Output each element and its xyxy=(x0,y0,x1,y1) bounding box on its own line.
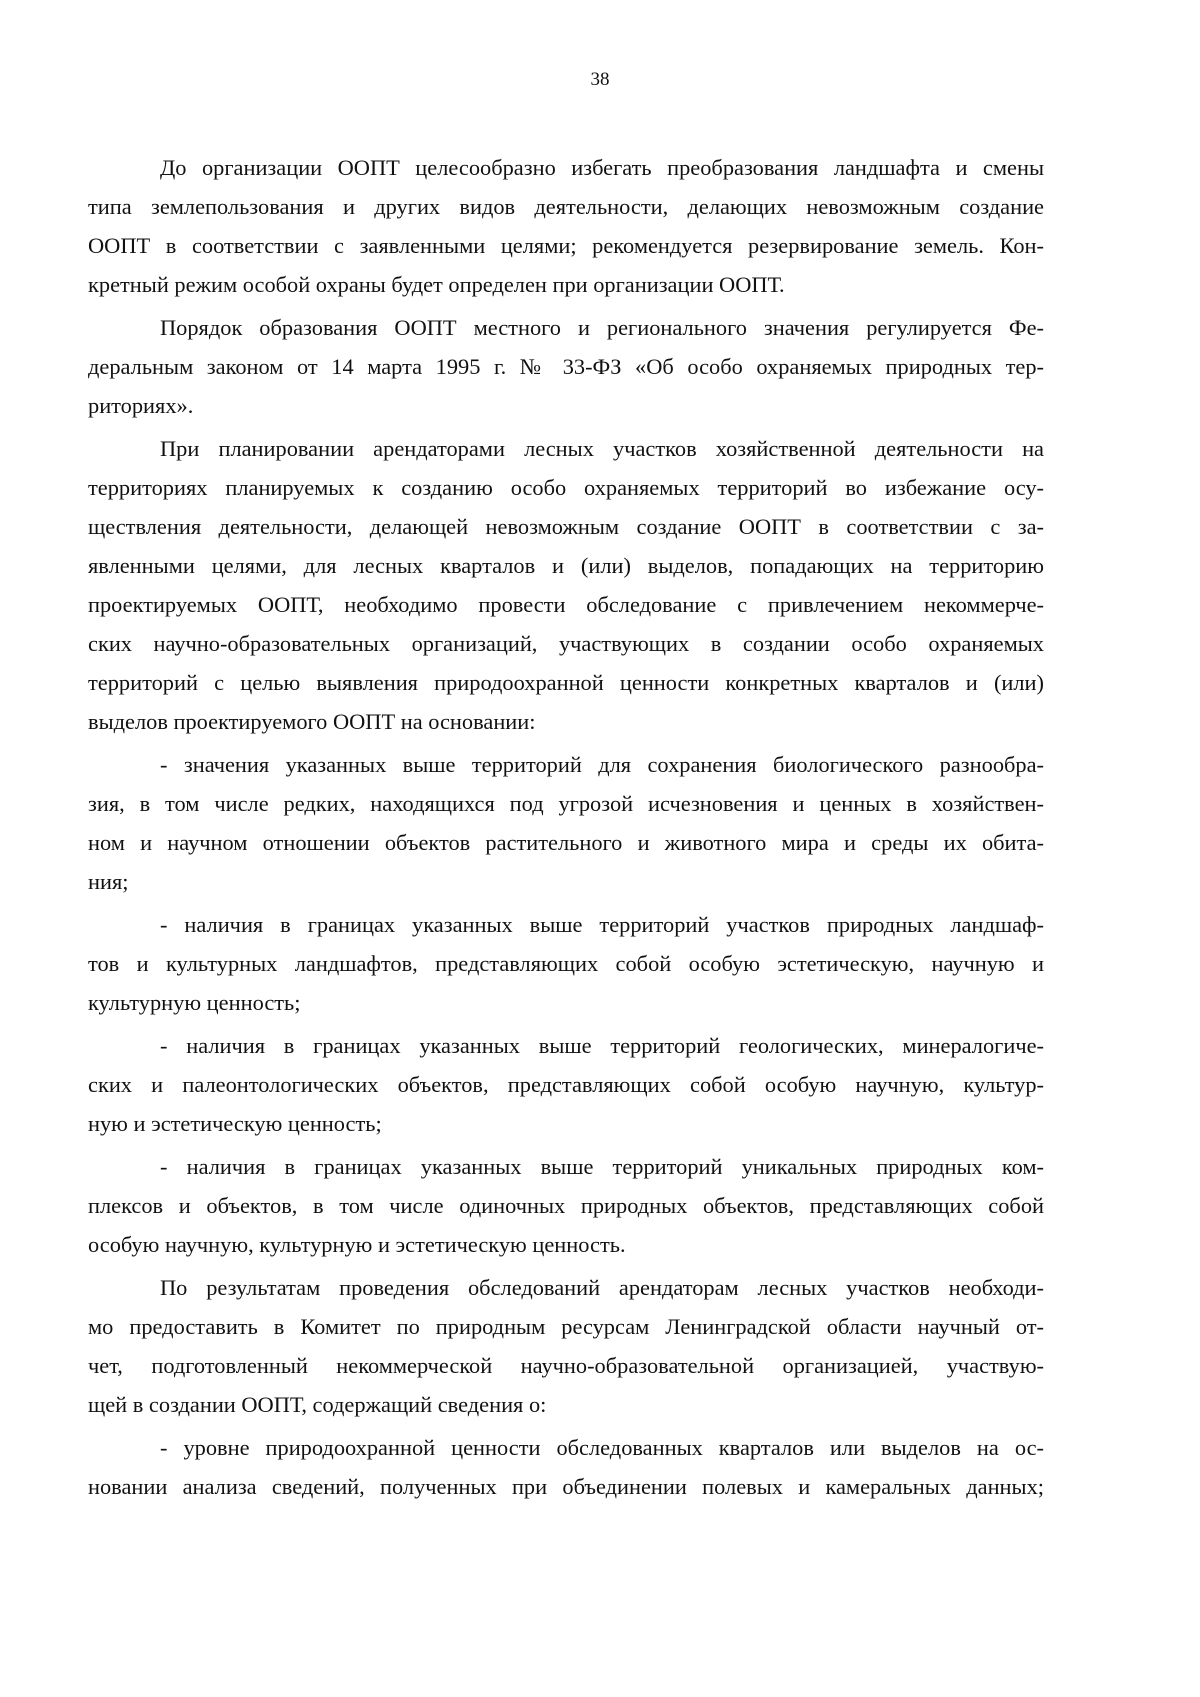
text-line: ную и эстетическую ценность; xyxy=(88,1111,382,1136)
text-line: явленными целями, для лесных кварталов и (или) выделов, попадающих на территорию xyxy=(88,553,1044,578)
document-body xyxy=(88,148,1044,1510)
list-item-biodiversity xyxy=(88,745,1044,901)
text-line: особую научную, культурную и эстетическую ценность. xyxy=(88,1232,626,1257)
text-line: культурную ценность; xyxy=(88,990,301,1015)
text-line: По результатам проведения обследований арендаторам лесных участков необходи- xyxy=(160,1275,1044,1300)
paragraph-survey-requirement xyxy=(88,429,1044,741)
text-line: Порядок образования ООПТ местного и регионального значения регулируется Фе- xyxy=(160,315,1044,340)
text-line: ния; xyxy=(88,869,129,894)
paragraph-survey-report xyxy=(88,1268,1044,1424)
paragraph-federal-law xyxy=(88,308,1044,425)
paragraph-reserve-lands xyxy=(88,148,1044,304)
text-line: - уровне природоохранной ценности обследованных кварталов или выделов на ос- xyxy=(160,1435,1044,1460)
text-line: риториях». xyxy=(88,393,194,418)
text-line: новании анализа сведений, полученных при объединении полевых и камеральных данных; xyxy=(88,1474,1044,1499)
text-line: ООПТ в соответствии с заявленными целями; рекомендуется резервирование земель. Кон- xyxy=(88,233,1044,258)
text-line: типа землепользования и других видов деятельности, делающих невозможным создание xyxy=(88,194,1044,219)
text-line: территорий с целью выявления природоохранной ценности конкретных кварталов и (или) xyxy=(88,670,1044,695)
list-item-geological-objects xyxy=(88,1026,1044,1143)
text-line: плексов и объектов, в том числе одиночных природных объектов, представляющих собой xyxy=(88,1193,1044,1218)
text-line: деральным законом от 14 марта 1995 г. № 33-ФЗ «Об особо охраняемых природных тер- xyxy=(88,354,1044,379)
text-line: проектируемых ООПТ, необходимо провести обследование с привлечением некоммерче- xyxy=(88,592,1044,617)
text-line: - наличия в границах указанных выше территорий уникальных природных ком- xyxy=(160,1154,1044,1179)
text-line: До организации ООПТ целесообразно избегать преобразования ландшафта и смены xyxy=(160,155,1044,180)
text-line: ществления деятельности, делающей невозможным создание ООПТ в соответствии с за- xyxy=(88,514,1044,539)
text-line: ном и научном отношении объектов растительного и животного мира и среды их обита- xyxy=(88,830,1044,855)
text-line: территориях планируемых к созданию особо охраняемых территорий во избежание осу- xyxy=(88,475,1044,500)
text-line: ских научно-образовательных организаций, участвующих в создании особо охраняемых xyxy=(88,631,1044,656)
text-line: чет, подготовленный некоммерческой научно-образовательной организацией, участвую- xyxy=(88,1353,1044,1378)
text-line: - наличия в границах указанных выше территорий геологических, минералогиче- xyxy=(160,1033,1044,1058)
text-line: выделов проектируемого ООПТ на основании: xyxy=(88,709,536,734)
list-item-conservation-value xyxy=(88,1428,1044,1506)
text-line: - значения указанных выше территорий для сохранения биологического разнообра- xyxy=(160,752,1044,777)
text-line: ских и палеонтологических объектов, представляющих собой особую научную, культур- xyxy=(88,1072,1044,1097)
list-item-landscapes xyxy=(88,905,1044,1022)
text-line: кретный режим особой охраны будет определен при организации ООПТ. xyxy=(88,272,785,297)
text-line: мо предоставить в Комитет по природным ресурсам Ленинградской области научный от- xyxy=(88,1314,1044,1339)
text-line: зия, в том числе редких, находящихся под угрозой исчезновения и ценных в хозяйствен- xyxy=(88,791,1044,816)
text-line: тов и культурных ландшафтов, представляющих собой особую эстетическую, научную и xyxy=(88,951,1044,976)
list-item-unique-complexes xyxy=(88,1147,1044,1264)
text-line: щей в создании ООПТ, содержащий сведения о: xyxy=(88,1392,547,1417)
text-line: При планировании арендаторами лесных участков хозяйственной деятельности на xyxy=(160,436,1044,461)
text-line: - наличия в границах указанных выше территорий участков природных ландшаф- xyxy=(160,912,1044,937)
page-number: 38 xyxy=(590,69,610,90)
